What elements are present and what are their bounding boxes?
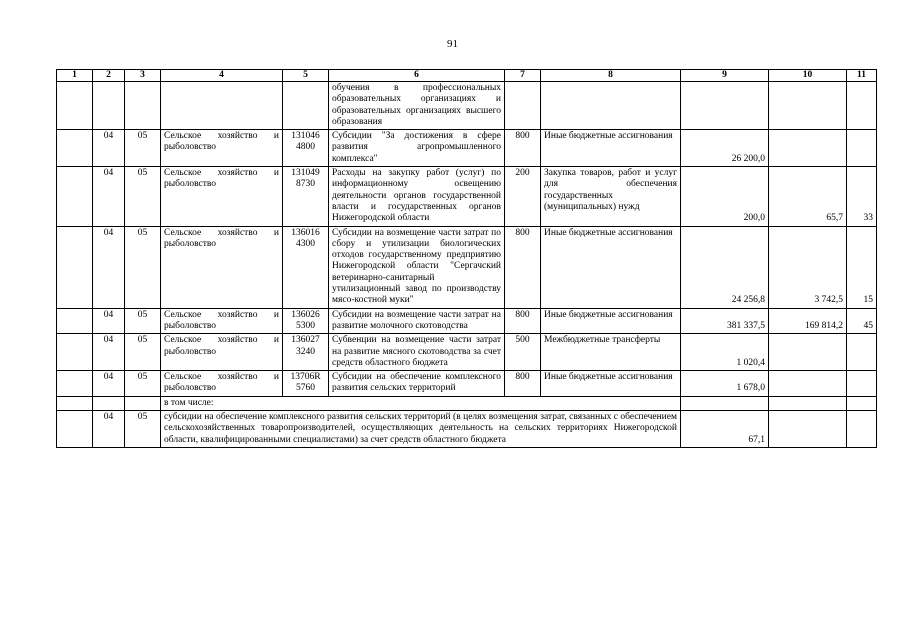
amount-col9: 200,0 [681, 167, 769, 226]
section-code: 04 [93, 308, 125, 334]
purpose-cell: Субсидии на возмещение части затрат по сбору и утилизации биологических отходов государственному предприятию Нижегородской области "Сергачский ветеринарно-санитарный утилизационный завод по производству мясо-костной муки" [329, 226, 505, 308]
section-code: 04 [93, 226, 125, 308]
table-row [57, 334, 877, 371]
table-row [57, 371, 877, 397]
expense-type-code: 200 [505, 167, 541, 226]
header-cell: 3 [125, 70, 161, 82]
expense-type-name: Иные бюджетные ассигнования [541, 371, 681, 397]
header-cell: 7 [505, 70, 541, 82]
percent-col11 [847, 334, 877, 371]
target-article: 136016 4300 [283, 226, 329, 308]
header-cell: 10 [769, 70, 847, 82]
table-row [57, 308, 877, 334]
amount-col9: 381 337,5 [681, 308, 769, 334]
purpose-cell: обучения в профессиональных образовательных организациях и образовательных организациях высшего образования [329, 82, 505, 130]
expense-type-code: 800 [505, 130, 541, 167]
amount-col9: 24 256,8 [681, 226, 769, 308]
percent-col11: 33 [847, 167, 877, 226]
percent-col11 [847, 130, 877, 167]
percent-col11 [847, 411, 877, 448]
table-row [57, 167, 877, 226]
amount-col10: 3 742,5 [769, 226, 847, 308]
including-row [57, 396, 877, 410]
purpose-cell: Расходы на закупку работ (услуг) по информационному освещению деятельности органов государственной власти и государственных органов Нижегородской области [329, 167, 505, 226]
subsection-code: 05 [125, 371, 161, 397]
target-article: 136026 5300 [283, 308, 329, 334]
section-code: 04 [93, 371, 125, 397]
section-name: Сельское хозяйство и рыболовство [161, 130, 283, 167]
header-cell: 1 [57, 70, 93, 82]
section-code: 04 [93, 334, 125, 371]
expense-type-code: 800 [505, 226, 541, 308]
percent-col11 [847, 371, 877, 397]
purpose-cell: Субвенции на возмещение части затрат на развитие мясного скотоводства за счет средств областного бюджета [329, 334, 505, 371]
amount-col10 [769, 371, 847, 397]
section-code: 04 [93, 130, 125, 167]
amount-col10 [769, 130, 847, 167]
target-article: 13706R 5760 [283, 371, 329, 397]
amount-col10: 169 814,2 [769, 308, 847, 334]
amount-col9: 1 678,0 [681, 371, 769, 397]
header-cell: 8 [541, 70, 681, 82]
header-cell: 6 [329, 70, 505, 82]
section-name: Сельское хозяйство и рыболовство [161, 334, 283, 371]
page-number: 91 [447, 38, 458, 50]
subsection-code: 05 [125, 334, 161, 371]
amount-col9: 26 200,0 [681, 130, 769, 167]
header-cell: 11 [847, 70, 877, 82]
subsection-code: 05 [125, 411, 161, 448]
subsection-code: 05 [125, 308, 161, 334]
header-cell: 9 [681, 70, 769, 82]
subsection-code: 05 [125, 167, 161, 226]
amount-col10 [769, 334, 847, 371]
amount-col10 [769, 411, 847, 448]
section-name: Сельское хозяйство и рыболовство [161, 167, 283, 226]
section-name: Сельское хозяйство и рыболовство [161, 226, 283, 308]
table-row [57, 226, 877, 308]
expense-type-code: 800 [505, 371, 541, 397]
purpose-cell: Субсидии на обеспечение комплексного развития сельских территорий [329, 371, 505, 397]
including-label: в том числе: [161, 396, 681, 410]
section-name: Сельское хозяйство и рыболовство [161, 308, 283, 334]
expense-type-name: Иные бюджетные ассигнования [541, 130, 681, 167]
table-row [57, 130, 877, 167]
expense-type-name: Иные бюджетные ассигнования [541, 226, 681, 308]
amount-col9: 1 020,4 [681, 334, 769, 371]
expense-type-code: 500 [505, 334, 541, 371]
header-row [57, 70, 877, 82]
target-article: 136027 3240 [283, 334, 329, 371]
expense-type-name: Межбюджетные трансферты [541, 334, 681, 371]
percent-col11: 15 [847, 226, 877, 308]
section-code: 04 [93, 167, 125, 226]
expense-type-name: Иные бюджетные ассигнования [541, 308, 681, 334]
budget-table [56, 69, 877, 448]
subsection-code: 05 [125, 226, 161, 308]
expense-type-code: 800 [505, 308, 541, 334]
percent-col11: 45 [847, 308, 877, 334]
section-name: Сельское хозяйство и рыболовство [161, 371, 283, 397]
target-article: 131049 8730 [283, 167, 329, 226]
header-cell: 5 [283, 70, 329, 82]
subsection-code: 05 [125, 130, 161, 167]
purpose-cell: Субсидии "За достижения в сфере развития агропромышленного комплекса" [329, 130, 505, 167]
amount-col10: 65,7 [769, 167, 847, 226]
purpose-cell: Субсидии на возмещение части затрат на развитие молочного скотоводства [329, 308, 505, 334]
section-code: 04 [93, 411, 125, 448]
header-cell: 2 [93, 70, 125, 82]
table-row-continued [57, 82, 877, 130]
subsidy-detail-text: субсидии на обеспечение комплексного развития сельских территорий (в целях возмещения затрат, связанных с обеспечением сельскохозяйственных товаропроизводителей, осуществляющих деятельность на сельских территориях Нижегородской области, квалифицированными специалистами) за счет средств областного бюджета [161, 411, 681, 448]
amount-col9: 67,1 [681, 411, 769, 448]
header-cell: 4 [161, 70, 283, 82]
target-article: 131046 4800 [283, 130, 329, 167]
expense-type-name: Закупка товаров, работ и услуг для обеспечения государственных (муниципальных) нужд [541, 167, 681, 226]
table-row-subsidy-detail [57, 411, 877, 448]
